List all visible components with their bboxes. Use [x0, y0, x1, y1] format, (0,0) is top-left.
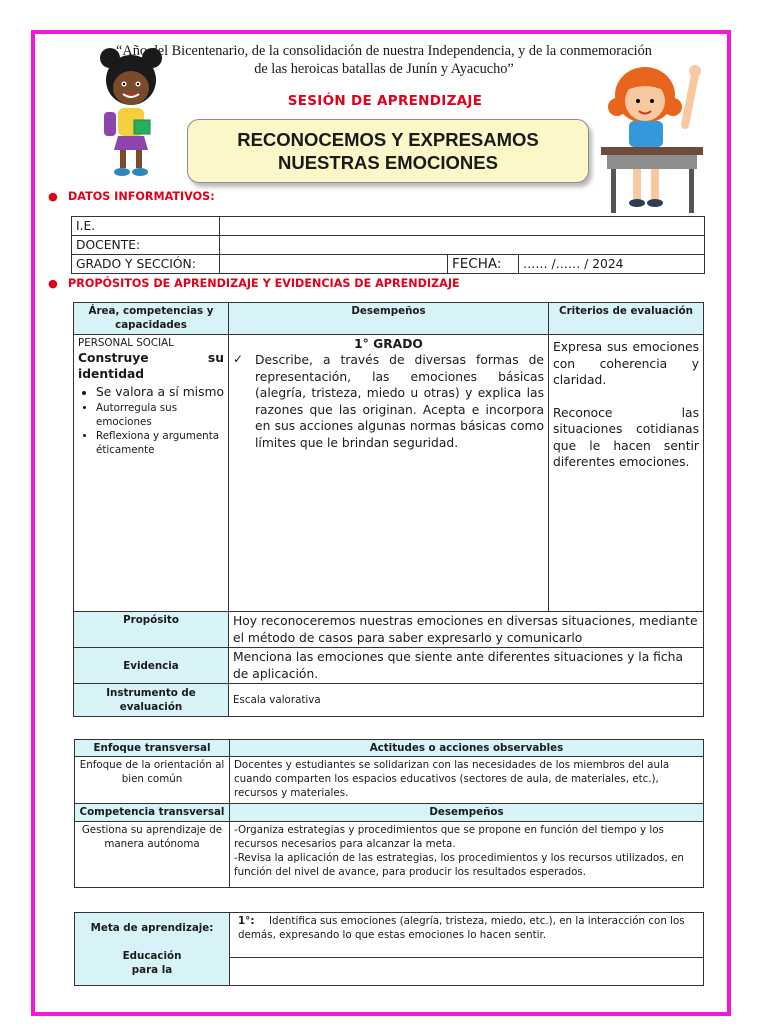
ie-label: I.E. [72, 217, 220, 236]
area-name: PERSONAL SOCIAL [78, 337, 174, 349]
docente-label: DOCENTE: [72, 236, 220, 255]
grado-label: GRADO Y SECCIÓN: [72, 255, 220, 274]
competencia-transversal-name: Gestiona su aprendizaje de manera autónoma [75, 822, 230, 888]
col-actitudes-header: Actitudes o acciones observables [230, 740, 704, 757]
fecha-value[interactable]: …… /…… / 2024 [519, 255, 705, 274]
desempeno-line-2: -Revisa la aplicación de las estrategias, los procedimientos y los recursos utilizados, en función del nivel de avance, para producir los resultados esperados. [234, 852, 684, 878]
meta-text: Identifica sus emociones (alegría, tristeza, miedo, etc.), en la interacción con los demás, expresando lo que estas emociones lo hacen sentir. [238, 915, 685, 941]
meta-sub-label-1: Educación [122, 950, 182, 962]
desempeno-text: Describe, a través de diversas formas de representación, las emociones básicas (alegría, tristeza, miedo u otras) y explica las razones que las originan. Acepta e incorpora en sus acciones algunas normas básicas como límites que le brindan seguridad. [255, 353, 544, 450]
propositos-table [73, 302, 704, 717]
bullet-icon: ● [48, 190, 58, 203]
session-title-line-1: RECONOCEMOS Y EXPRESAMOS [237, 129, 539, 150]
col-area-header: Área, competencias y capacidades [74, 303, 229, 335]
evidencia-label: Evidencia [74, 648, 229, 684]
criterio-2: Reconoce las situaciones cotidianas que le hacen sentir diferentes emociones. [553, 405, 699, 469]
meta-grade-marker: 1°: [238, 915, 255, 927]
capacidad-item: • Autorregula sus emociones [96, 401, 224, 429]
desempeno-line-1: -Organiza estrategias y procedimientos que se propone en función del tiempo y los recursos necesarios para alcanzar la meta. [234, 824, 664, 850]
enfoque-name: Enfoque de la orientación al bien común [75, 757, 230, 804]
enfoque-table [74, 739, 704, 888]
girl-at-desk-raising-hand-icon [597, 55, 707, 215]
meta-label-cell [75, 913, 230, 986]
session-label: SESIÓN DE APRENDIZAJE [287, 93, 483, 109]
col-desempenos-header: Desempeños [229, 303, 549, 335]
fecha-label: FECHA: [448, 255, 519, 274]
actitudes-text: Docentes y estudiantes se solidarizan con las necesidades de los miembros del aula cuando comparten los espacios educativos (sectores de aula, de materiales, etc.), recursos y materiales. [230, 757, 704, 804]
competencia-desempenos [230, 822, 704, 888]
datos-heading-text: DATOS INFORMATIVOS: [68, 190, 215, 203]
meta-text-cell [230, 913, 704, 958]
evidencia-text: Menciona las emociones que siente ante diferentes situaciones y la ficha de aplicación. [229, 648, 704, 684]
ie-value[interactable] [220, 217, 705, 236]
proposito-label: Propósito [74, 612, 229, 648]
criterios-cell [549, 335, 704, 612]
col-competencia-header: Competencia transversal [75, 804, 230, 822]
instrumento-text: Escala valorativa [229, 684, 704, 717]
propositos-heading [48, 277, 460, 290]
capacidad-item: • Se valora a sí mismo [96, 384, 224, 401]
desempeno-cell [229, 335, 549, 612]
meta-table [74, 912, 704, 986]
checkmark-icon: ✓ [233, 352, 244, 366]
col-enfoque-header: Enfoque transversal [75, 740, 230, 757]
proposito-text: Hoy reconoceremos nuestras emociones en diversas situaciones, mediante el método de casos para saber expresarlo y comunicarlo [229, 612, 704, 648]
meta-empty-cell[interactable] [230, 958, 704, 986]
area-cell [74, 335, 229, 612]
criterio-1: Expresa sus emociones con coherencia y claridad. [553, 340, 699, 387]
datos-table [71, 216, 705, 274]
grado-heading: 1° GRADO [354, 337, 423, 351]
motto-text [40, 42, 728, 78]
session-title-line-2: NUESTRAS EMOCIONES [278, 152, 498, 173]
propositos-heading-text: PROPÓSITOS DE APRENDIZAJE Y EVIDENCIAS DE APRENDIZAJE [68, 277, 460, 290]
motto-line-2: de las heroicas batallas de Junín y Ayacucho” [254, 61, 514, 77]
motto-line-1: “Año del Bicentenario, de la consolidación de nuestra Independencia, y de la conmemoración [116, 43, 652, 59]
instrumento-label: Instrumento de evaluación [74, 684, 229, 717]
capacidad-item: • Reflexiona y argumenta éticamente [96, 429, 224, 457]
col-criterios-header: Criterios de evaluación [549, 303, 704, 335]
capacidades-list [78, 384, 224, 457]
bullet-icon: ● [48, 277, 58, 290]
meta-sub-label-2: para la [131, 964, 173, 976]
session-title [187, 119, 589, 183]
grado-value[interactable] [220, 255, 448, 274]
meta-label: Meta de aprendizaje: [90, 922, 214, 934]
datos-heading [48, 190, 215, 203]
docente-value[interactable] [220, 236, 705, 255]
col-desempenos-t-header: Desempeños [230, 804, 704, 822]
competencia-name: Construye su identidad [78, 351, 224, 381]
